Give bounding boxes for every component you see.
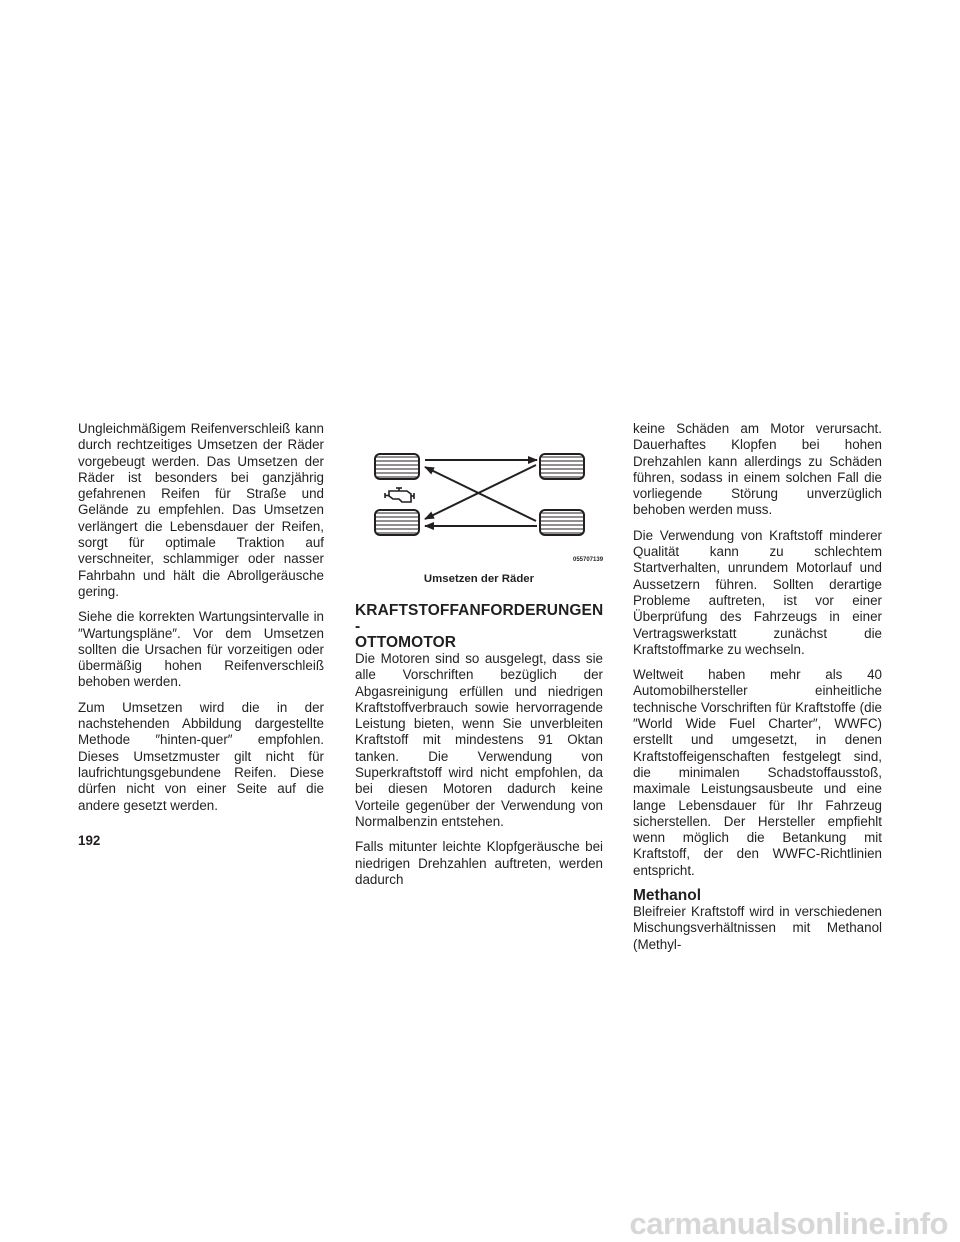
paragraph-knocking: Falls mitunter leichte Klopfgeräusche bei niedrigen Drehzahlen auftreten, werden dadurch bbox=[355, 839, 603, 887]
arrow-front-right-to-rear-left bbox=[425, 465, 536, 519]
column-left bbox=[78, 421, 324, 823]
section-heading-line2: OTTOMOTOR bbox=[355, 634, 457, 651]
tire-front-right bbox=[540, 454, 584, 479]
fuel-requirements-section bbox=[355, 603, 603, 888]
paragraph-engine-design: Die Motoren sind so ausgelegt, dass sie alle Vorschriften bezüglich der Abgasreinigung erfüllen und niedrigen Kraftstoffverbrauch sowie hervorragende Leistung bieten, wenn Sie unverbleiten Kraftstoff mit mindestens 91 Oktan tanken. Die Verwendung von Superkraftstoff wird nicht empfohlen, da bei diesen Motoren dadurch keine Vorteile gegenüber der Verwendung von Normalbenzin entstehen. bbox=[355, 651, 603, 829]
tire-front-left bbox=[375, 454, 419, 479]
tire-rear-right bbox=[540, 510, 584, 535]
arrow-rear-right-to-front-left bbox=[425, 467, 536, 521]
paragraph-methanol: Bleifreier Kraftstoff wird in verschiedenen Mischungsverhältnissen mit Methanol (Methyl- bbox=[633, 904, 882, 952]
paragraph-tire-wear: Ungleichmäßigem Reifenverschleiß kann durch rechtzeitiges Umsetzen der Räder vorgebeugt werden. Das Umsetzen der Räder ist besonders bei ganzjährig gefahrenen Reifen für Straße und Gelände zu empfehlen. Das Umsetzen verlängert die Lebensdauer der Reifen, sorgt für optimale Traktion auf verschneiter, schlammiger oder nasser Fahrbahn und hält die Abrollgeräusche gering. bbox=[78, 421, 324, 599]
figure-code: 055707139 bbox=[573, 557, 604, 563]
methanol-heading: Methanol bbox=[633, 887, 702, 905]
paragraph-wwfc: Weltweit haben mehr als 40 Automobilhersteller einheitliche technische Vorschriften für Kraftstoffe (die ″World Wide Fuel Charter″, WWFC) erstellt und umgesetzt, in denen Kraftstoffeigenschaften festgelegt sind, die minimalen Schadstoffausstoß, maximale Leistungsausbeute und eine lange Lebensdauer für Ihr Fahrzeug sicherstellen. Der Hersteller empfiehlt wenn möglich die Betankung mit Kraftstoff, der den WWFC-Richtlinien entspricht. bbox=[633, 667, 882, 878]
tire-rear-left bbox=[375, 510, 419, 535]
section-heading-line1: KRAFTSTOFFANFORDERUNGEN - bbox=[355, 602, 604, 635]
page-number: 192 bbox=[78, 833, 101, 848]
engine-icon bbox=[385, 488, 414, 502]
figure-caption: Umsetzen der Räder bbox=[423, 573, 535, 585]
paragraph-rotation-method: Zum Umsetzen wird die in der nachstehenden Abbildung dargestellte Methode ″hinten-quer″ empfohlen. Dieses Umsetzmuster gilt nicht für laufrichtungsgebundene Reifen. Diese dürfen nicht von einer Seite auf die andere gesetzt werden. bbox=[78, 699, 324, 813]
paragraph-fuel-quality: Die Verwendung von Kraftstoff minderer Qualität kann zu schlechtem Startverhalten, unrundem Motorlauf und Aussetzern führen. Sollten derartige Probleme auftreten, ist vor einer Überprüfung des Fahrzeugs in einer Vertragswerkstatt zunächst die Kraftstoffmarke zu wechseln. bbox=[633, 527, 882, 657]
tire-rotation-diagram bbox=[355, 447, 603, 587]
column-right bbox=[633, 421, 882, 962]
paragraph-knocking-continued: keine Schäden am Motor verursacht. Dauerhaftes Klopfen bei hohen Drehzahlen kann allerdings zu Schäden führen, sodass in einem solchen Fall die vorliegende Störung unverzüglich behoben werden muss. bbox=[633, 421, 882, 518]
tire-rotation-figure bbox=[355, 447, 603, 592]
watermark: carmanualsonline.info bbox=[629, 1206, 948, 1241]
paragraph-maintenance-intervals: Siehe die korrekten Wartungsintervalle in ″Wartungspläne″. Vor dem Umsetzen sollten die Ursachen für vorzeitigen oder übermäßig hohen Reifenverschleiß behoben werden. bbox=[78, 609, 324, 690]
